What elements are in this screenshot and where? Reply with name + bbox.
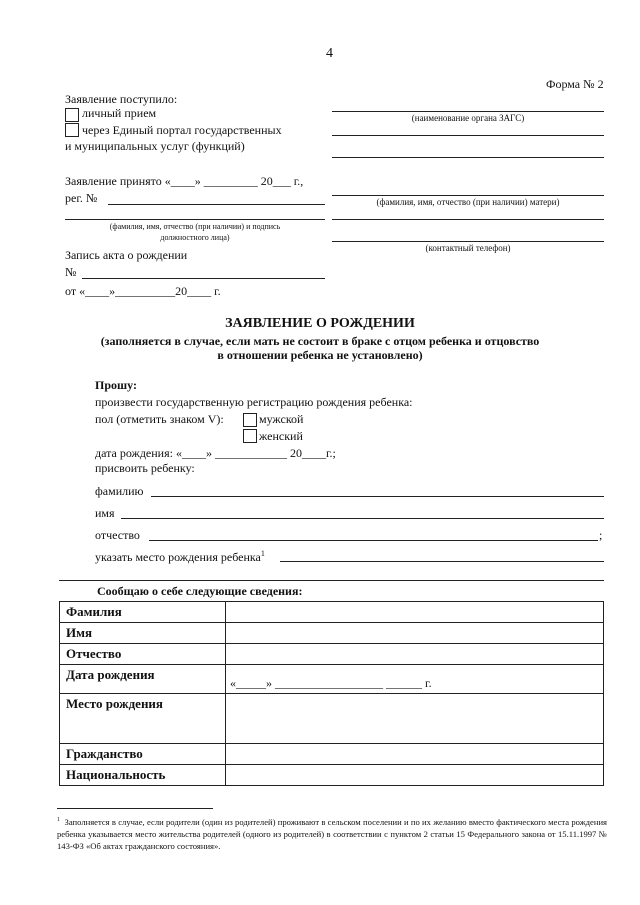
table-row [60,644,604,665]
female-checkbox[interactable] [243,429,257,443]
row-label-birth-date: Дата рождения [60,665,226,694]
request-register: произвести государственную регистрацию рождения ребенка: [95,395,413,409]
birthplace-line-2[interactable] [59,580,604,581]
received-title: Заявление поступило: [65,92,178,106]
footnote-separator [57,808,213,809]
row-value-name[interactable] [226,623,604,644]
name-line[interactable] [121,518,604,519]
row-label-nationality: Национальность [60,765,226,786]
act-number-line[interactable] [82,278,325,279]
self-info-title: Сообщаю о себе следующие сведения: [97,584,303,598]
row-label-citizenship: Гражданство [60,744,226,765]
official-caption-line1: (фамилия, имя, отчество (при наличии) и подпись [109,222,281,231]
self-info-table [59,601,604,786]
personal-label: личный прием [82,106,157,120]
row-value-citizenship[interactable] [226,744,604,765]
accepted-line: Заявление принято «____» _________ 20___ г., [65,174,304,188]
footnote-mark: 1 [57,817,60,823]
request-ask: Прошу: [95,378,137,392]
male-checkbox[interactable] [243,413,257,427]
female-label: женский [259,429,303,443]
portal-checkbox[interactable] [65,123,79,137]
act-record-title: Запись акта о рождении [65,248,188,262]
birthplace-text: указать место рождения ребенка [95,550,261,564]
form-title: ЗАЯВЛЕНИЕ О РОЖДЕНИИ [225,316,415,331]
form-subtitle-line1: (заполняется в случае, если мать не состоит в браке с отцом ребенка и отцовство [100,334,540,348]
portal-label-line2: и муниципальных услуг (функций) [65,139,245,153]
phone-line[interactable] [332,241,604,242]
table-row [60,623,604,644]
patronymic-line[interactable] [149,540,598,541]
assign-label: присвоить ребенку: [95,461,195,475]
official-caption-line2: должностного лица) [160,233,230,242]
row-label-surname: Фамилия [60,602,226,623]
footnote [57,814,607,852]
registry-office-line-2[interactable] [332,135,604,136]
act-number-label: № [65,265,77,279]
male-label: мужской [259,412,304,426]
table-row [60,744,604,765]
act-date: от «____»__________20____ г. [65,284,221,298]
reg-label: рег. № [65,191,98,205]
registry-office-line-3[interactable] [332,157,604,158]
form-subtitle-line2: в отношении ребенка не установлено) [217,348,423,362]
reg-number-line[interactable] [108,204,325,205]
personal-checkbox[interactable] [65,108,79,122]
row-value-nationality[interactable] [226,765,604,786]
birth-date: дата рождения: «____» ____________ 20____г.; [95,446,336,460]
surname-line[interactable] [151,496,604,497]
surname-label: фамилию [95,484,144,498]
registry-office-caption: (наименование органа ЗАГС) [411,113,525,123]
table-row [60,602,604,623]
patronymic-semicolon: ; [599,528,603,542]
row-value-birthplace[interactable] [226,694,604,744]
registry-office-line[interactable] [332,111,604,112]
table-row [60,665,604,694]
row-label-birthplace: Место рождения [60,694,226,744]
row-value-surname[interactable] [226,602,604,623]
row-label-name: Имя [60,623,226,644]
mother-name-line-2[interactable] [332,219,604,220]
official-signature-line[interactable] [65,219,325,220]
phone-caption: (контактный телефон) [425,243,511,253]
table-row [60,694,604,744]
page-number: 4 [326,46,333,61]
row-label-patronymic: Отчество [60,644,226,665]
gender-label: пол (отметить знаком V): [95,412,224,426]
name-label: имя [95,506,115,520]
form-number: Форма № 2 [546,77,604,91]
mother-name-line[interactable] [332,195,604,196]
portal-label-line1: через Единый портал государственных [82,123,282,137]
table-row [60,765,604,786]
birthplace-footnote-mark: 1 [260,549,265,558]
birthplace-label [95,549,265,565]
mother-name-caption: (фамилия, имя, отчество (при наличии) матери) [376,197,560,207]
row-value-birth-date[interactable]: «_____» __________________ ______ г. [226,665,604,694]
birthplace-line[interactable] [280,561,604,562]
patronymic-label: отчество [95,528,140,542]
footnote-text: Заполняется в случае, если родители (один из родителей) проживают в сельском поселении и по их желанию вместо фактического места рождения ребенка указывается место жительства родителей (одного из родителей) в соответствии с пунктом 2 статьи 15 Федерального закона от 15.11.1997 № 143-ФЗ «Об актах гражданского состояния». [57,816,608,851]
row-value-patronymic[interactable] [226,644,604,665]
